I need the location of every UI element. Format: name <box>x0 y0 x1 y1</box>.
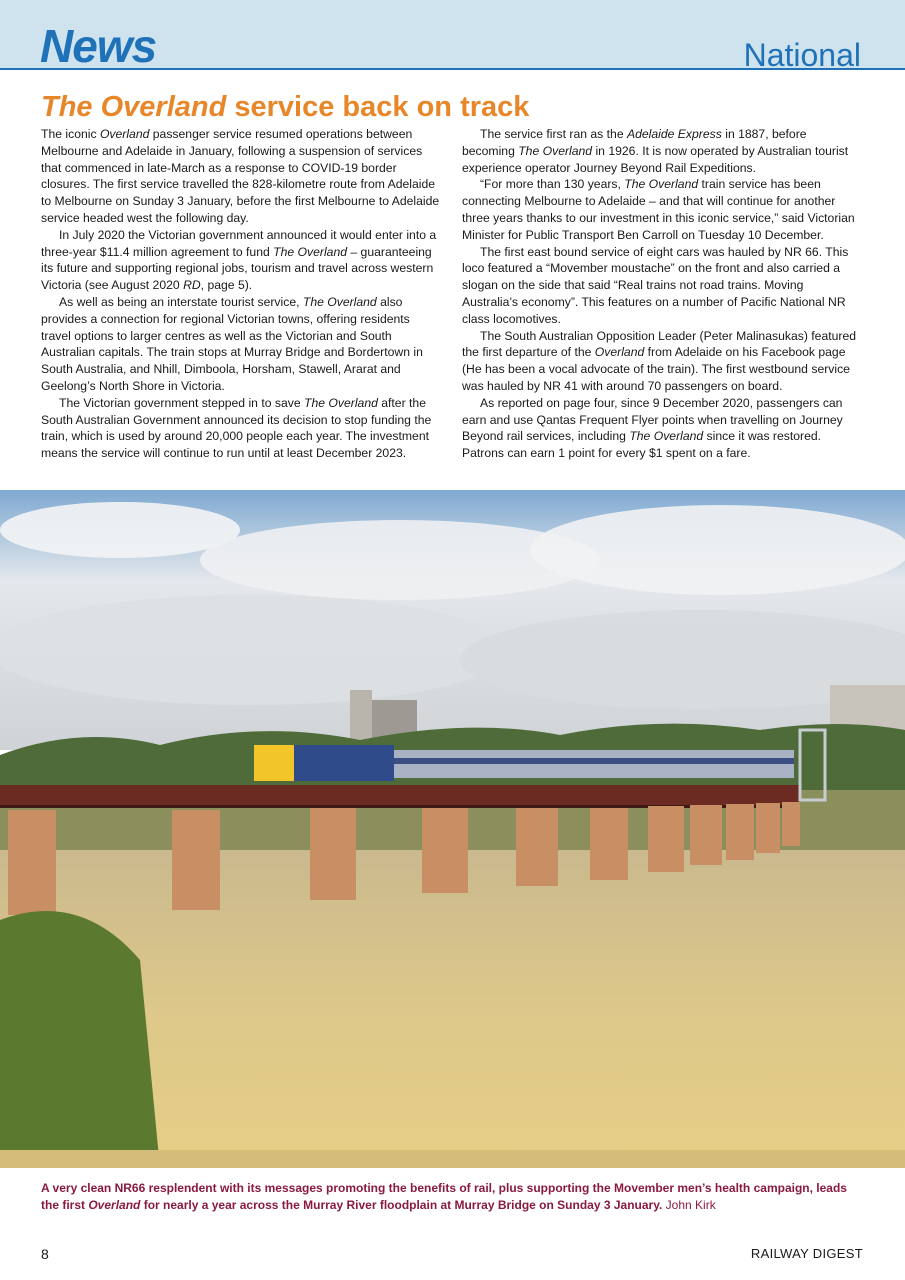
paragraph-text: in 1926. It is now operated by Australian tourist experience operator Journey Beyond Rail Expeditions. <box>462 143 849 175</box>
paragraph-text: after the South Australian Government announced its decision to stop funding the train, which is used by around 20,000 people each year. The investment means the service will continue to run until at least December 2023. <box>41 395 432 461</box>
magazine-name: RAILWAY DIGEST <box>750 1246 863 1261</box>
article-column-right <box>462 126 862 462</box>
paragraph-text: , page 5). <box>200 278 253 293</box>
article-paragraph <box>462 176 862 243</box>
paragraph-italic: Overland <box>99 127 150 141</box>
paragraph-italic: Overland <box>594 345 645 360</box>
article-paragraph <box>41 294 441 395</box>
paragraph-text: The iconic <box>41 127 100 141</box>
paragraph-text: since it was restored. Patrons can earn 1 point for every $1 spent on a fare. <box>462 429 822 461</box>
photo-caption <box>41 1180 865 1214</box>
article-headline <box>41 89 529 125</box>
paragraph-italic: The Overland <box>273 244 347 259</box>
paragraph-italic: The Overland <box>518 143 593 158</box>
paragraph-italic: The Overland <box>624 177 699 192</box>
paragraph-text: As reported on page four, since 9 December 2020, passengers can earn and use Qantas Frequent Flyer points when travelling on Journey Beyond rail services, including <box>462 395 843 444</box>
paragraph-text: also provides a connection for regional Victorian towns, offering residents travel options to larger centres as well as the Victorian and South Australian capitals. The train stops at Murray Bridge and Bordertown in South Australia, and Nhill, Dimboola, Horsham, Stawell, Ararat and Geelong’s North Shore in Victoria. <box>41 294 423 393</box>
headline-italic: The Overland <box>41 91 227 123</box>
category-label: National <box>743 37 861 73</box>
paragraph-text: in 1887, before becoming <box>462 127 807 158</box>
article-paragraph <box>41 227 441 294</box>
paragraph-text: The service first ran as the <box>480 127 627 141</box>
paragraph-text: – guaranteeing its future and supporting regional jobs, tourism and travel across western Victoria (see August 2020 <box>41 244 434 293</box>
paragraph-italic: Adelaide Express <box>626 127 722 141</box>
article-paragraph <box>41 126 441 227</box>
paragraph-text: passenger service resumed operations between Melbourne and Adelaide in January, following a suspension of services that commenced in late-March as a response to COVID-19 border closures. The first service travelled the 828-kilometre route from Adelaide to Melbourne on Sunday 3 January, before the first Melbourne to Adelaide service headed west the following day. <box>41 127 440 225</box>
caption-text-italic: Overland <box>88 1198 141 1212</box>
paragraph-italic: The Overland <box>304 395 378 410</box>
paragraph-text: The South Australian Opposition Leader (Peter Malinasukas) featured the first departure of the <box>462 328 856 360</box>
caption-text-b: for nearly a year across the Murray River floodplain at Murray Bridge on Sunday 3 January. <box>140 1198 663 1212</box>
paragraph-italic: RD <box>183 278 201 293</box>
headline-rest: service back on track <box>226 91 530 123</box>
paragraph-text: The Victorian government stepped in to save <box>59 395 305 410</box>
paragraph-text: from Adelaide on his Facebook page (He has been a vocal advocate of the train). The first westbound service was hauled by NR 41 with around 70 passengers on board. <box>462 345 850 393</box>
article-paragraph <box>462 395 862 462</box>
section-title: News <box>40 20 157 72</box>
paragraph-text: train service has been connecting Melbourne to Adelaide – and that will continue for another three years thanks to our investment in this iconic service,” said Victorian Minister for Public Transport Ben Carroll on Tuesday 10 December. <box>462 177 855 242</box>
article-photo <box>0 490 905 1168</box>
page-number: 8 <box>41 1246 49 1262</box>
paragraph-text: As well as being an interstate tourist service, <box>59 294 303 309</box>
article-paragraph <box>462 244 862 328</box>
paragraph-text: In July 2020 the Victorian government announced it would enter into a three-year $11.4 million agreement to fund <box>41 227 437 259</box>
article-paragraph <box>462 328 862 395</box>
article-paragraph <box>41 395 441 462</box>
paragraph-italic: The Overland <box>302 294 377 309</box>
article-paragraph <box>462 126 862 176</box>
paragraph-italic: The Overland <box>629 429 704 444</box>
paragraph-text: “For more than 130 years, <box>480 177 625 192</box>
article-column-left <box>41 126 441 462</box>
caption-text-a: A very clean NR66 resplendent with its messages promoting the benefits of rail, plus supporting the Movember men’s health campaign, leads the first <box>41 1181 847 1212</box>
photo-credit: John Kirk <box>665 1198 716 1212</box>
paragraph-text: The first east bound service of eight cars was hauled by NR 66. This loco featured a “Movember moustache” on the front and also carried a slogan on the side that said “Real trains not road trains. Moving Australia’s economy”. This features on a number of Pacific National NR class locomotives. <box>462 244 849 326</box>
